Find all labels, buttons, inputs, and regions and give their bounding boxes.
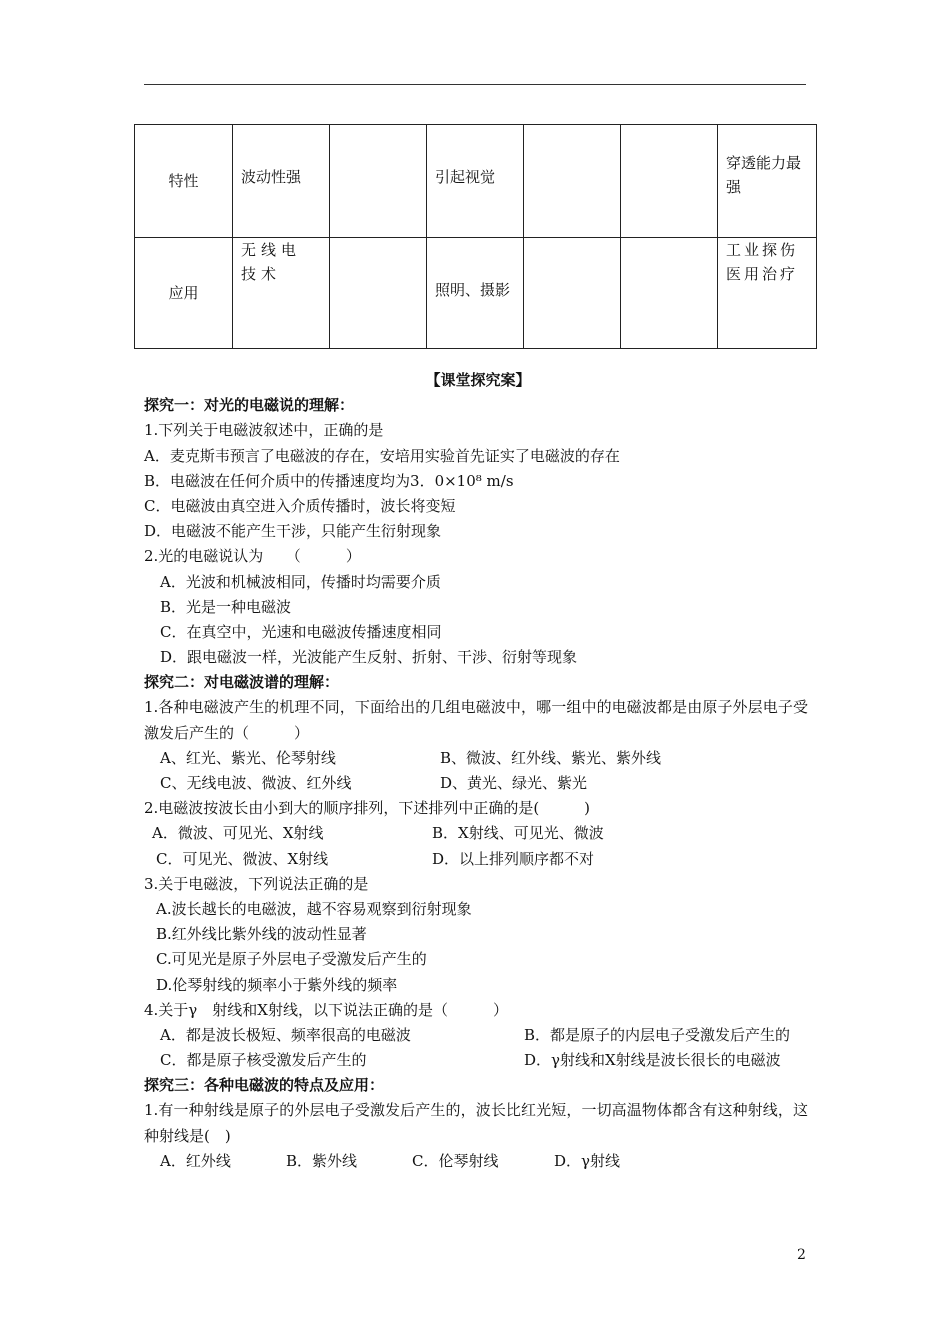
option-b: B、微波、红外线、紫光、紫外线 — [440, 748, 662, 767]
option-c: C．伦琴射线 — [412, 1151, 499, 1170]
option-d: D.伦琴射线的频率小于紫外线的频率 — [156, 975, 398, 994]
option-c: C．可见光、微波、X射线 — [156, 849, 329, 868]
option-d: D．电磁波不能产生干涉，只能产生衍射现象 — [144, 522, 442, 541]
question-stem: 1.各种电磁波产生的机理不同，下面给出的几组电磁波中，哪一组中的电磁波都是由原子外层电子受激发后产生的（ ） — [144, 698, 808, 742]
option-d: D．跟电磁波一样，光波能产生反射、折射、干涉、衍射等现象 — [160, 648, 578, 667]
table-cell: 波动性强 — [233, 125, 330, 238]
question-stem: 1.下列关于电磁波叙述中，正确的是 — [144, 421, 384, 440]
option-c: C．在真空中，光速和电磁波传播速度相同 — [160, 622, 442, 641]
table-cell: 穿透能力最强 — [718, 125, 817, 238]
section-heading-1: 探究一：对光的电磁说的理解： — [144, 396, 355, 415]
question-stem: 2.光的电磁说认为 （ ） — [144, 547, 361, 566]
question-stem: 3.关于电磁波，下列说法正确的是 — [144, 874, 369, 893]
option-d: D．γ射线 — [554, 1151, 620, 1170]
option-a: A．都是波长极短、频率很高的电磁波 — [160, 1025, 411, 1044]
option-row — [144, 1048, 808, 1073]
option-row — [144, 771, 808, 796]
table-cell — [621, 238, 718, 349]
option-c: C．都是原子核受激发后产生的 — [160, 1051, 367, 1070]
header-rule — [144, 84, 806, 85]
option-b: B．电磁波在任何介质中的传播速度均为3．0×10⁸ m/s — [144, 471, 514, 490]
worksheet-content — [144, 368, 808, 1174]
option-a: A．麦克斯韦预言了电磁波的存在，安培用实验首先证实了电磁波的存在 — [144, 446, 620, 465]
table-cell: 无线电技术 — [233, 238, 330, 349]
option-b: B．紫外线 — [286, 1151, 358, 1170]
table-cell — [330, 125, 427, 238]
option-a: A．红外线 — [160, 1151, 231, 1170]
option-row — [144, 1023, 808, 1048]
question-stem: 2.电磁波按波长由小到大的顺序排列，下述排列中正确的是( ) — [144, 799, 591, 818]
option-d: D．γ射线和X射线是波长很长的电磁波 — [524, 1051, 781, 1070]
option-a: A．光波和机械波相同，传播时均需要介质 — [160, 572, 441, 591]
option-row — [144, 847, 808, 872]
option-d: D．以上排列顺序都不对 — [432, 849, 595, 868]
question-stem: 1.有一种射线是原子的外层电子受激发后产生的，波长比红光短，一切高温物体都含有这种射线，这种射线是( ) — [144, 1101, 808, 1145]
table-row-properties — [135, 125, 817, 238]
table-row-applications — [135, 238, 817, 349]
table-cell — [524, 125, 621, 238]
table-cell: 引起视觉 — [427, 125, 524, 238]
table-cell — [330, 238, 427, 349]
section-heading-2: 探究二：对电磁波谱的理解： — [144, 673, 340, 692]
section-title: 【课堂探究案】 — [425, 371, 531, 389]
option-b: B．光是一种电磁波 — [160, 597, 292, 616]
option-b: B.红外线比紫外线的波动性显著 — [156, 925, 367, 944]
page-number: 2 — [797, 1247, 806, 1263]
table-cell — [621, 125, 718, 238]
row-label-applications: 应用 — [135, 238, 233, 349]
row-label-properties: 特性 — [135, 125, 233, 238]
section-heading-3: 探究三：各种电磁波的特点及应用： — [144, 1076, 385, 1095]
table-cell: 照明、摄影 — [427, 238, 524, 349]
table-cell — [524, 238, 621, 349]
option-b: B．X射线、可见光、微波 — [432, 824, 604, 843]
option-row — [144, 746, 808, 771]
option-c: C.可见光是原子外层电子受激发后产生的 — [156, 950, 427, 969]
option-a: A.波长越长的电磁波，越不容易观察到衍射现象 — [156, 899, 472, 918]
question-stem: 4.关于γ 射线和X射线，以下说法正确的是（ ） — [144, 1000, 508, 1019]
option-c: C．电磁波由真空进入介质传播时，波长将变短 — [144, 496, 456, 515]
option-c: C、无线电波、微波、红外线 — [160, 774, 352, 793]
table-cell: 工业探伤医用治疗 — [718, 238, 817, 349]
option-a: A、红光、紫光、伦琴射线 — [160, 748, 336, 767]
em-spectrum-table — [134, 124, 817, 349]
option-b: B．都是原子的内层电子受激发后产生的 — [524, 1025, 791, 1044]
option-row — [144, 821, 808, 846]
option-row — [144, 1149, 808, 1174]
option-d: D、黄光、绿光、紫光 — [440, 774, 588, 793]
option-a: A．微波、可见光、X射线 — [152, 824, 324, 843]
